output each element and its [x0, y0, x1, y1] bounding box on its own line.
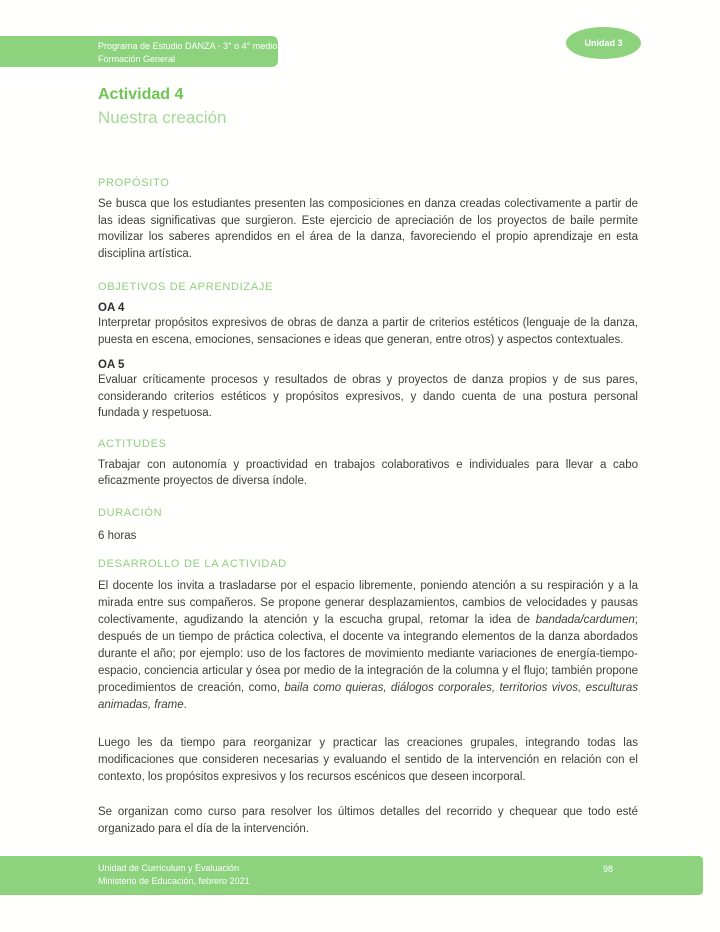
objetivos-heading: OBJETIVOS DE APRENDIZAJE: [98, 281, 274, 293]
desarrollo-paragraph-3: Se organizan como curso para resolver los últimos detalles del recorrido y chequear que todo esté organizado para el día de la intervención.: [98, 805, 638, 835]
oa4-text: Interpretar propósitos expresivos de obras de danza a partir de criterios estéticos (lenguaje de la danza, puesta en escena, emociones, sensaciones e ideas que generan, entre otros) y aspectos contextuales.: [98, 317, 638, 346]
title-block: [98, 86, 227, 128]
footer-bar: [0, 856, 703, 895]
section-duracion: [98, 507, 638, 544]
activity-title: Actividad 4: [98, 86, 184, 103]
oa5-text: Evaluar críticamente procesos y resultados de obras y proyectos de danza propios y de sus pares, considerando criterios estéticos y propósitos expresivos, y dando cuenta de una postura personal fundada y respetuosa.: [98, 374, 638, 419]
page-content: [98, 177, 638, 838]
duracion-heading: DURACIÓN: [98, 506, 163, 519]
desarrollo-paragraph-1: El docente los invita a trasladarse por el espacio libremente, poniendo atención a su respiración y a la mirada entre sus compañeros. Se propone generar desplazamientos, cambios de velocidades y pausas colectivamente, agudizando la atención y la escucha grupal, retomar la idea de bandada/cardumen; después de un tiempo de práctica colectiva, el docente va integrando elementos de la danza abordados durante el año; por ejemplo: uso de los factores de movimiento mediante variaciones de energía-tiempo-espacio, conciencia articular y ósea por medio de la integración de la columna y el flujo; también propone procedimientos de creación, como, baila como quieras, diálogos corporales, territorios vivos, esculturas animadas, frame.: [98, 579, 638, 711]
program-title-line2: Formación General: [98, 54, 176, 64]
oa4-label: OA 4: [98, 302, 125, 314]
section-objetivos: [98, 281, 638, 422]
activity-subtitle: Nuestra creación: [98, 108, 227, 127]
actitudes-body: Trabajar con autonomía y proactividad en trabajos colaborativos e individuales para llevar a cabo eficazmente proyectos de diversa índole.: [98, 458, 638, 487]
oa5-label: OA 5: [98, 359, 125, 371]
proposito-heading: PROPÓSITO: [98, 177, 170, 189]
section-desarrollo: [98, 558, 638, 838]
unit-badge-label: Unidad 3: [584, 38, 623, 48]
desarrollo-heading: DESARROLLO DE LA ACTIVIDAD: [98, 557, 287, 570]
program-title-line1: Programa de Estudio DANZA - 3° o 4° medio: [98, 41, 278, 51]
proposito-body: Se busca que los estudiantes presenten las composiciones en danza creadas colectivamente a partir de las ideas significativas que surgieron. Este ejercicio de apreciación de los proyectos de baile permite movilizar los saberes aprendidos en el área de la danza, favoreciendo el propio aprendizaje en esta disciplina artística.: [98, 198, 638, 260]
section-proposito: [98, 177, 638, 262]
footer-line2: Ministerio de Educación, febrero 2021: [98, 876, 250, 886]
program-badge: [0, 36, 278, 67]
actitudes-heading: ACTITUDES: [98, 437, 167, 450]
desarrollo-paragraph-2: Luego les da tiempo para reorganizar y practicar las creaciones grupales, integrando todas las modificaciones que consideren necesarias y evaluando el sentido de la intervención en relación con el contexto, los propósitos expresivos y los recursos escénicos que deseen incorporal.: [98, 736, 638, 783]
section-actitudes: [98, 438, 638, 490]
duracion-body: 6 horas: [98, 529, 137, 542]
unit-badge: [566, 27, 641, 59]
footer-line1: Unidad de Currículum y Evaluación: [98, 863, 240, 873]
page-number: 98: [603, 864, 614, 874]
